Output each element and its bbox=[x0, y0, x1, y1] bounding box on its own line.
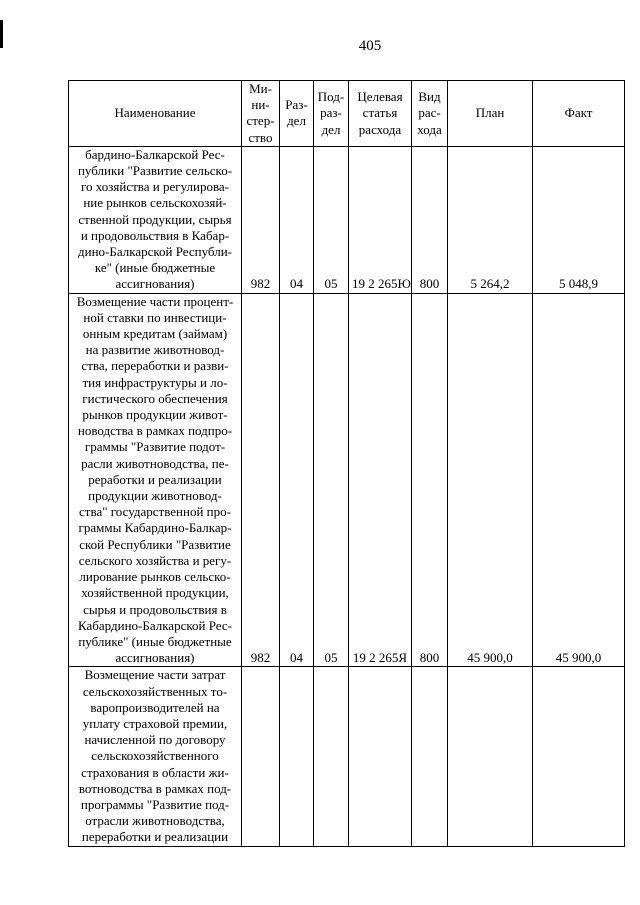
table-row bbox=[69, 667, 625, 846]
row-plan: 5 264,2 bbox=[448, 146, 533, 293]
row-ministry: 982 bbox=[242, 293, 280, 667]
table-header-row bbox=[69, 81, 625, 147]
row-expense-type bbox=[412, 667, 448, 846]
row-plan bbox=[448, 667, 533, 846]
header-expense-type: Вид рас- хода bbox=[412, 81, 448, 147]
row-expense-type: 800 bbox=[412, 146, 448, 293]
row-section: 04 bbox=[280, 146, 314, 293]
row-name-cell: Возмещение части затрат сельскохозяйственных то- варопроизводителей на уплату страховой премии, начисленной по договору сельскохозяйственного страхования в области жи- вотноводства в рамках под- программы "Развитие под- отрасли животноводства, переработки и реализации bbox=[69, 667, 242, 846]
header-name: Наименование bbox=[69, 81, 242, 147]
row-fact: 5 048,9 bbox=[533, 146, 625, 293]
row-subsection bbox=[314, 667, 349, 846]
row-section bbox=[280, 667, 314, 846]
row-name-cell: Возмещение части процент- ной ставки по инвестици- онным кредитам (займам) на развитие животновод- ства, переработки и разви- тия инфраструктуры и ло- гистического обеспечения рынков продукции живот- новодства в рамках подпро- граммы "Развитие подот- расли животноводства, пе- реработки и реализации продукции животновод- ства" государственной про- граммы Кабардино-Балкар- ской Республики "Развитие сельского хозяйства и регу- лирование рынков сельско- хозяйственной продукции, сырья и продовольствия в Кабардино-Балкарской Рес- публике" (иные бюджетные ассигнования) bbox=[69, 293, 242, 667]
row-fact: 45 900,0 bbox=[533, 293, 625, 667]
page-number: 405 bbox=[358, 38, 382, 54]
table-row bbox=[69, 293, 625, 667]
row-section: 04 bbox=[280, 293, 314, 667]
header-fact: Факт bbox=[533, 81, 625, 147]
row-fact bbox=[533, 667, 625, 846]
row-ministry: 982 bbox=[242, 146, 280, 293]
header-subsection: Под- раз- дел bbox=[314, 81, 349, 147]
row-target-article: 19 2 265Ю bbox=[349, 146, 412, 293]
row-target-article bbox=[349, 667, 412, 846]
row-name-cell: бардино-Балкарской Рес- публики "Развитие сельско- го хозяйства и регулирова- ние рынков сельскохозяй- ственной продукции, сырья и продовольствия в Кабар- дино-Балкарской Республи- ке" (иные бюджетные ассигнования) bbox=[69, 146, 242, 293]
row-subsection: 05 bbox=[314, 293, 349, 667]
row-target-article: 19 2 265Я bbox=[349, 293, 412, 667]
table-row bbox=[69, 146, 625, 293]
header-target-article: Целевая статья расхода bbox=[349, 81, 412, 147]
row-expense-type: 800 bbox=[412, 293, 448, 667]
row-ministry bbox=[242, 667, 280, 846]
budget-table bbox=[68, 80, 625, 847]
header-ministry: Ми- ни- стер- ство bbox=[242, 81, 280, 147]
row-plan: 45 900,0 bbox=[448, 293, 533, 667]
row-subsection: 05 bbox=[314, 146, 349, 293]
header-plan: План bbox=[448, 81, 533, 147]
header-section: Раз- дел bbox=[280, 81, 314, 147]
